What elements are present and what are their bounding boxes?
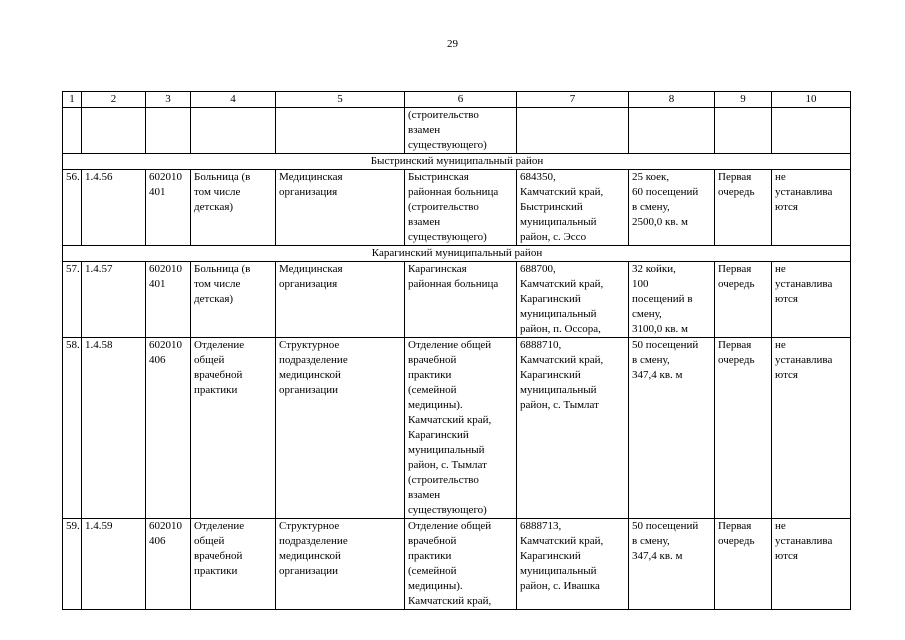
table-cell — [772, 108, 851, 154]
column-number-cell: 9 — [715, 92, 772, 108]
table-cell — [191, 108, 276, 154]
table-cell: 6888713, Камчатский край, Карагинский муниципальный район, с. Ивашка — [517, 519, 629, 610]
page-number: 29 — [447, 38, 458, 50]
table-cell — [82, 108, 146, 154]
table-cell: не устанавлива ются — [772, 262, 851, 338]
table-cell: Больница (в том числе детская) — [191, 262, 276, 338]
table-cell: 1.4.56 — [82, 170, 146, 246]
table-cell: Структурное подразделение медицинской организации — [276, 519, 405, 610]
table-row — [63, 170, 851, 246]
column-number-cell: 1 — [63, 92, 82, 108]
column-number-cell: 4 — [191, 92, 276, 108]
table-cell: 1.4.58 — [82, 338, 146, 519]
table-cell: 602010 401 — [146, 170, 191, 246]
table-cell: Первая очередь — [715, 262, 772, 338]
column-number-cell: 3 — [146, 92, 191, 108]
table-cell: Первая очередь — [715, 338, 772, 519]
table-cell: 50 посещений в смену, 347,4 кв. м — [629, 519, 715, 610]
table-cell: Отделение общей врачебной практики (семейной медицины). Камчатский край, Карагинский муниципальный район, с. Тымлат (строительство взамен существующего) — [405, 338, 517, 519]
table-cell: не устанавлива ются — [772, 519, 851, 610]
table-cell: (строительство взамен существующего) — [405, 108, 517, 154]
table-row — [63, 262, 851, 338]
table-cell: 6888710, Камчатский край, Карагинский муниципальный район, с. Тымлат — [517, 338, 629, 519]
table-cell: Карагинская районная больница — [405, 262, 517, 338]
table-cell: 25 коек, 60 посещений в смену, 2500,0 кв. м — [629, 170, 715, 246]
column-number-cell: 10 — [772, 92, 851, 108]
column-number-cell: 5 — [276, 92, 405, 108]
objects-table — [62, 91, 851, 610]
table-cell: 56. — [63, 170, 82, 246]
table-cell: 602010 406 — [146, 338, 191, 519]
table-cell: Быстринская районная больница (строительство взамен существующего) — [405, 170, 517, 246]
table-cell — [715, 108, 772, 154]
table-cell: не устанавлива ются — [772, 338, 851, 519]
table-cell: Больница (в том числе детская) — [191, 170, 276, 246]
table-cell: 602010 406 — [146, 519, 191, 610]
table-row — [63, 338, 851, 519]
table-cell: 59. — [63, 519, 82, 610]
table-cell: 1.4.57 — [82, 262, 146, 338]
table-cell — [629, 108, 715, 154]
column-number-cell: 6 — [405, 92, 517, 108]
section-title: Быстринский муниципальный район — [63, 154, 851, 170]
table-cell: 50 посещений в смену, 347,4 кв. м — [629, 338, 715, 519]
column-number-cell: 2 — [82, 92, 146, 108]
section-row — [63, 246, 851, 262]
table-cell: Отделение общей врачебной практики (семейной медицины). Камчатский край, — [405, 519, 517, 610]
table-row — [63, 108, 851, 154]
table-cell: 602010 401 — [146, 262, 191, 338]
table-cell: 684350, Камчатский край, Быстринский муниципальный район, с. Эссо — [517, 170, 629, 246]
table-row — [63, 519, 851, 610]
table-cell: 58. — [63, 338, 82, 519]
section-title: Карагинский муниципальный район — [63, 246, 851, 262]
table-cell — [276, 108, 405, 154]
table-cell — [146, 108, 191, 154]
column-number-cell: 7 — [517, 92, 629, 108]
table-cell: 57. — [63, 262, 82, 338]
table-cell: Отделение общей врачебной практики — [191, 519, 276, 610]
table-cell: Медицинская организация — [276, 170, 405, 246]
table-cell: не устанавлива ются — [772, 170, 851, 246]
table-cell: 1.4.59 — [82, 519, 146, 610]
column-number-cell: 8 — [629, 92, 715, 108]
column-number-header — [63, 92, 851, 108]
table-cell: Медицинская организация — [276, 262, 405, 338]
table-cell — [63, 108, 82, 154]
table-cell — [517, 108, 629, 154]
table-cell: Структурное подразделение медицинской организации — [276, 338, 405, 519]
table-cell: Первая очередь — [715, 519, 772, 610]
table-cell: Первая очередь — [715, 170, 772, 246]
table-cell: 32 койки, 100 посещений в смену, 3100,0 кв. м — [629, 262, 715, 338]
section-row — [63, 154, 851, 170]
table-cell: 688700, Камчатский край, Карагинский муниципальный район, п. Оссора, — [517, 262, 629, 338]
table-cell: Отделение общей врачебной практики — [191, 338, 276, 519]
